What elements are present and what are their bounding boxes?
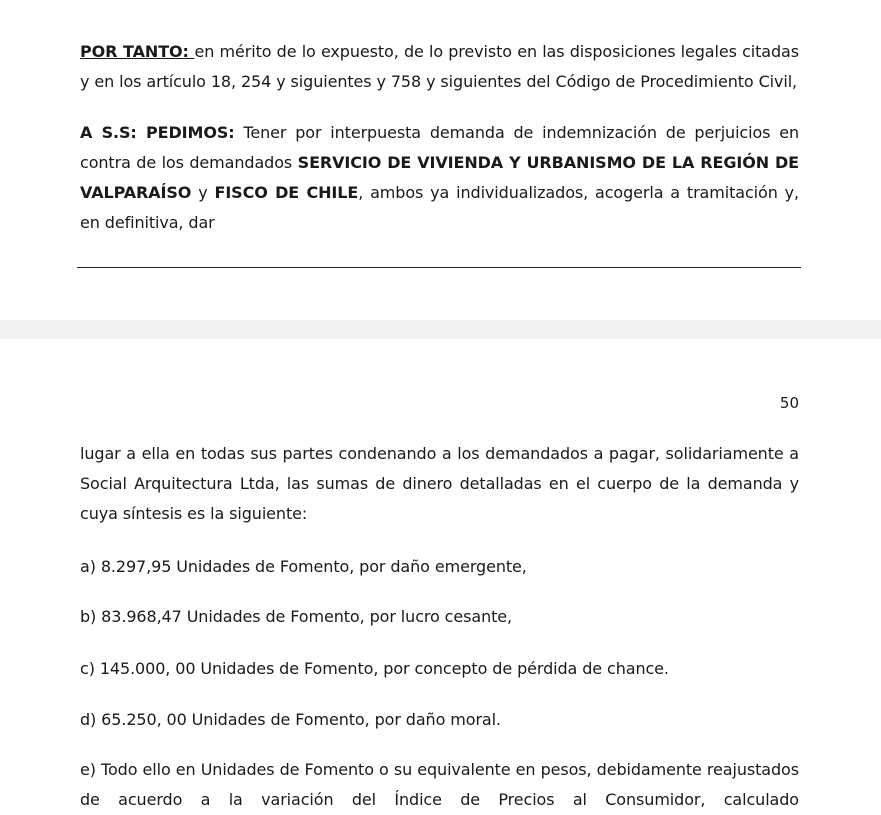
pedimos-text-1: Tener por interpuesta demanda de indemnización de perjuicios en contra de los demandados [80,123,800,172]
list-item-e: e) Todo ello en Unidades de Fomento o su equivalente en pesos, debidamente reajustados de acuerdo a la variación del Índice de Precios al Consumidor, calculado [80,760,799,809]
page-footer-rule [77,267,801,268]
list-item-d: d) 65.250, 00 Unidades de Fomento, por daño moral. [80,710,501,729]
page-separator [0,320,881,339]
defendant-fisco: FISCO DE CHILE [214,183,359,202]
list-item-a: a) 8.297,95 Unidades de Fomento, por daño emergente, [80,557,527,576]
por-tanto-label: POR TANTO: [80,42,195,61]
document-page-top [0,0,881,320]
page-number: 50 [779,394,799,412]
list-item-c: c) 145.000, 00 Unidades de Fomento, por concepto de pérdida de chance. [80,659,669,678]
pedimos-paragraph [80,118,799,238]
defendant-serviu: SERVICIO DE VIVIENDA Y URBANISMO DE LA REGIÓN DE VALPARAÍSO [80,153,799,202]
pedimos-conjunction: y [191,183,215,202]
por-tanto-text: en mérito de lo expuesto, de lo previsto en las disposiciones legales citadas y en los artículo 18, 254 y siguientes y 758 y siguientes del Código de Procedimiento Civil, [80,42,799,91]
intro-paragraph: lugar a ella en todas sus partes condenando a los demandados a pagar, solidariamente a Social Arquitectura Ltda, las sumas de dinero detalladas en el cuerpo de la demanda y cuya síntesis es la siguiente: [80,444,799,523]
list-item-b: b) 83.968,47 Unidades de Fomento, por lucro cesante, [80,607,513,626]
por-tanto-paragraph [80,37,799,97]
pedimos-label: A S.S: PEDIMOS: [80,123,235,142]
pedimos-text-2: , ambos ya individualizados, acogerla a tramitación y, en definitiva, dar [80,183,799,232]
